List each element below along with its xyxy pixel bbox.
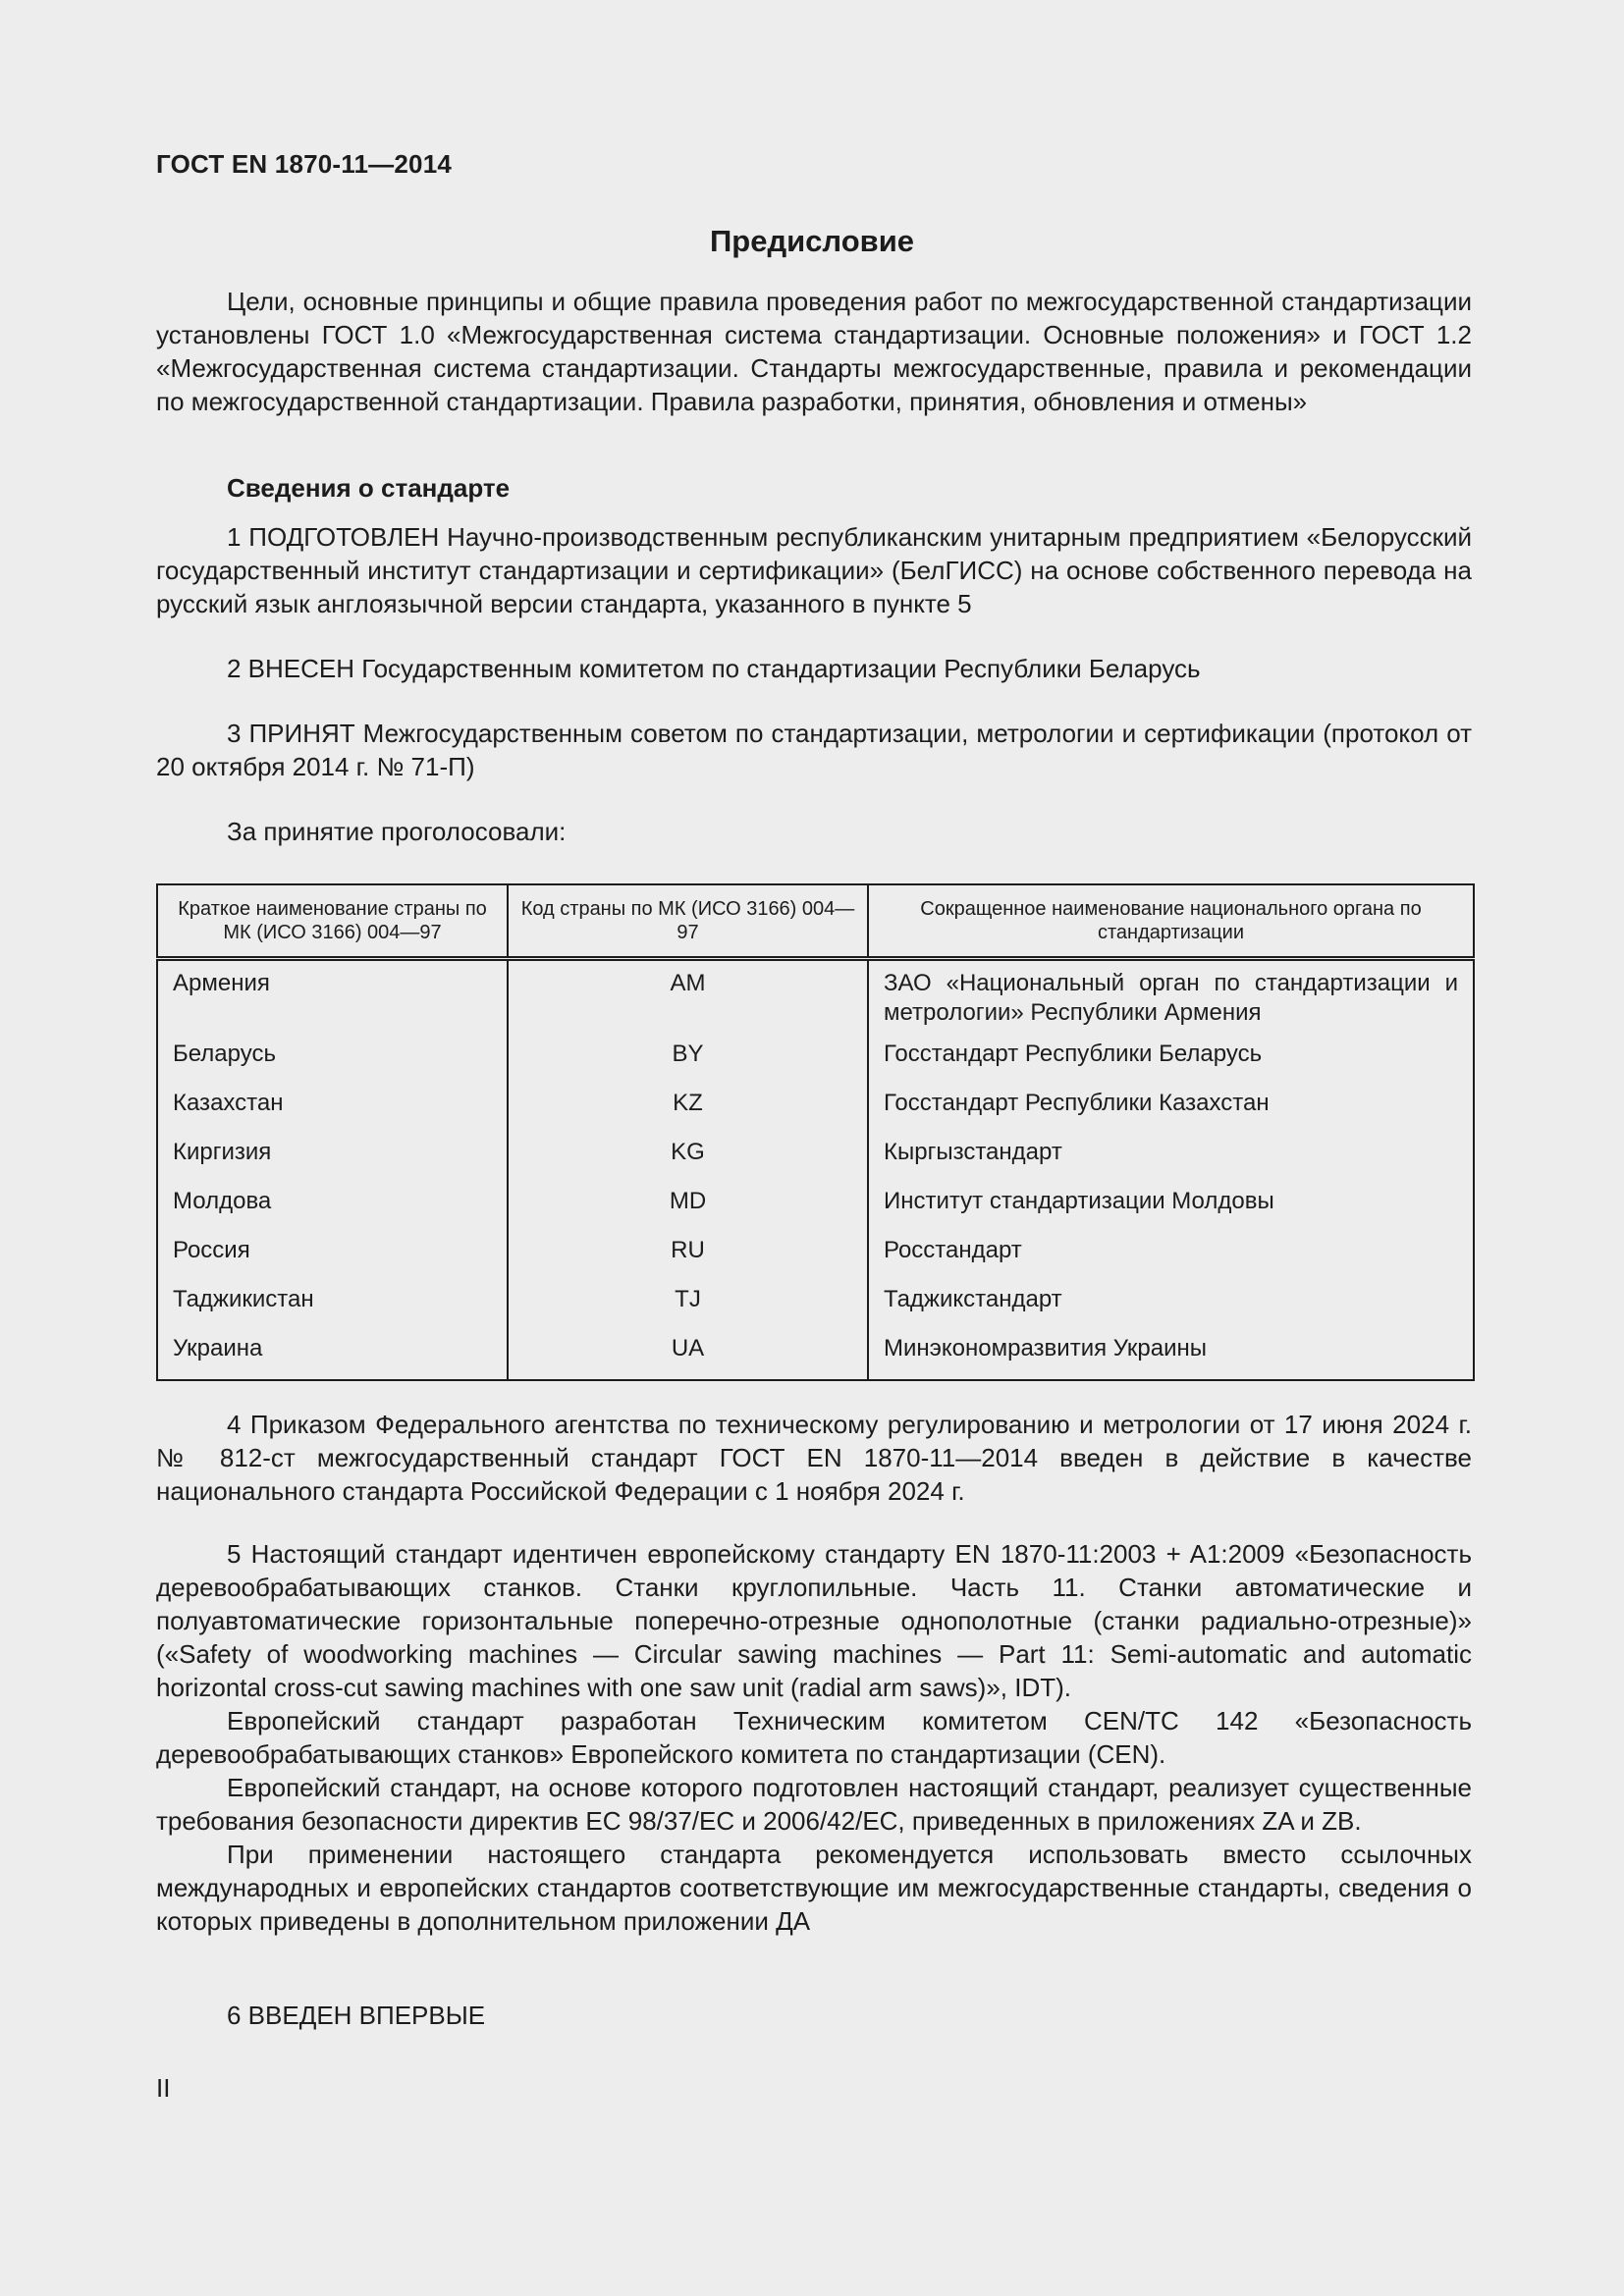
table-row [157, 1334, 1474, 1380]
organization-cell: Росстандарт [868, 1236, 1474, 1285]
code-cell: MD [508, 1187, 868, 1236]
table-row [157, 1040, 1474, 1089]
code-cell: BY [508, 1040, 868, 1089]
item-6-paragraph: 6 ВВЕДЕН ВПЕРВЫЕ [227, 2001, 486, 2030]
organization-cell: Кыргызстандарт [868, 1138, 1474, 1187]
country-cell: Армения [157, 959, 508, 1041]
organization-cell: Минэкономразвития Украины [868, 1334, 1474, 1380]
section-heading: Сведения о стандарте [227, 473, 511, 503]
item-1-paragraph: 1 ПОДГОТОВЛЕН Научно-производственным республиканским унитарным предприятием «Белорусский государственный институт стандартизации и сертификации» (БелГИСС) на основе собственного перевода на русский язык англоязычной версии стандарта, указанного в пункте 5 [156, 522, 1472, 618]
country-cell: Россия [157, 1236, 508, 1285]
organization-cell: Госстандарт Республики Казахстан [868, 1089, 1474, 1138]
column-header-country: Краткое наименование страны по МК (ИСО 3166) 004—97 [157, 884, 508, 959]
organization-cell: Госстандарт Республики Беларусь [868, 1040, 1474, 1089]
item-5-directives-paragraph: Европейский стандарт, на основе которого подготовлен настоящий стандарт, реализует существенные требования безопасности директив ЕС 98/37/EC и 2006/42/EC, приведенных в приложениях ZA и ZB. [156, 1773, 1472, 1836]
country-cell: Молдова [157, 1187, 508, 1236]
country-cell: Таджикистан [157, 1285, 508, 1334]
page-title: Предисловие [709, 224, 914, 258]
item-5-block [156, 1537, 1472, 1938]
table-row [157, 1187, 1474, 1236]
item-5-committee-paragraph: Европейский стандарт разработан Техническим комитетом CEN/TC 142 «Безопасность деревообрабатывающих станков» Европейского комитета по стандартизации (CEN). [156, 1706, 1472, 1769]
table-row [157, 1285, 1474, 1334]
intro-paragraph: Цели, основные принципы и общие правила проведения работ по межгосударственной стандартизации установлены ГОСТ 1.0 «Межгосударственная система стандартизации. Основные положения» и ГОСТ 1.2 «Межгосударственная система стандартизации. Стандарты межгосударственные, правила и рекомендации по межгосударственной стандартизации. Правила разработки, принятия, обновления и отмены» [156, 287, 1472, 416]
column-header-code: Код страны по МК (ИСО 3166) 004—97 [508, 884, 868, 959]
country-cell: Киргизия [157, 1138, 508, 1187]
country-cell: Казахстан [157, 1089, 508, 1138]
organization-cell: Институт стандартизации Молдовы [868, 1187, 1474, 1236]
table-row [157, 959, 1474, 1041]
table-header-row [157, 884, 1474, 959]
member-states-table [156, 883, 1475, 1381]
organization-cell: ЗАО «Национальный орган по стандартизации и метрологии» Республики Армения [868, 959, 1474, 1041]
country-cell: Беларусь [157, 1040, 508, 1089]
table-row [157, 1089, 1474, 1138]
code-cell: RU [508, 1236, 868, 1285]
item-3-paragraph: 3 ПРИНЯТ Межгосударственным советом по стандартизации, метрологии и сертификации (протокол от 20 октября 2014 г. № 71-П) [156, 719, 1472, 781]
item-2-paragraph: 2 ВНЕСЕН Государственным комитетом по стандартизации Республики Беларусь [227, 654, 1201, 683]
item-4-paragraph: 4 Приказом Федерального агентства по техническому регулированию и метрологии от 17 июня 2024 г. № 812-ст межгосударственный стандарт ГОСТ EN 1870-11—2014 введен в действие в качестве национального стандарта Российской Федерации с 1 ноября 2024 г. [156, 1410, 1472, 1506]
code-cell: UA [508, 1334, 868, 1380]
country-cell: Украина [157, 1334, 508, 1380]
table-row [157, 1236, 1474, 1285]
voted-label: За принятие проголосовали: [227, 817, 567, 846]
code-cell: KG [508, 1138, 868, 1187]
column-header-organization: Сокращенное наименование национального органа по стандартизации [868, 884, 1474, 959]
code-cell: AM [508, 959, 868, 1041]
table-row [157, 1138, 1474, 1187]
code-cell: TJ [508, 1285, 868, 1334]
code-cell: KZ [508, 1089, 868, 1138]
item-5-paragraph: 5 Настоящий стандарт идентичен европейскому стандарту EN 1870-11:2003 + A1:2009 «Безопасность деревообрабатывающих станков. Станки круглопильные. Часть 11. Станки автоматические и полуавтоматические горизонтальные поперечно-отрезные однополотные (станки радиально-отрезные)» («Safety of woodworking machines — Circular sawing machines — Part 11: Semi-automatic and automatic horizontal cross-cut sawing machines with one saw unit (radial arm saws)», IDT). [156, 1539, 1472, 1702]
standard-designation: ГОСТ EN 1870-11—2014 [156, 149, 453, 179]
item-5-references-paragraph: При применении настоящего стандарта рекомендуется использовать вместо ссылочных международных и европейских стандартов соответствующие им межгосударственные стандарты, сведения о которых приведены в дополнительном приложении ДА [156, 1840, 1472, 1936]
organization-cell: Таджикстандарт [868, 1285, 1474, 1334]
page-number: II [156, 2073, 171, 2103]
